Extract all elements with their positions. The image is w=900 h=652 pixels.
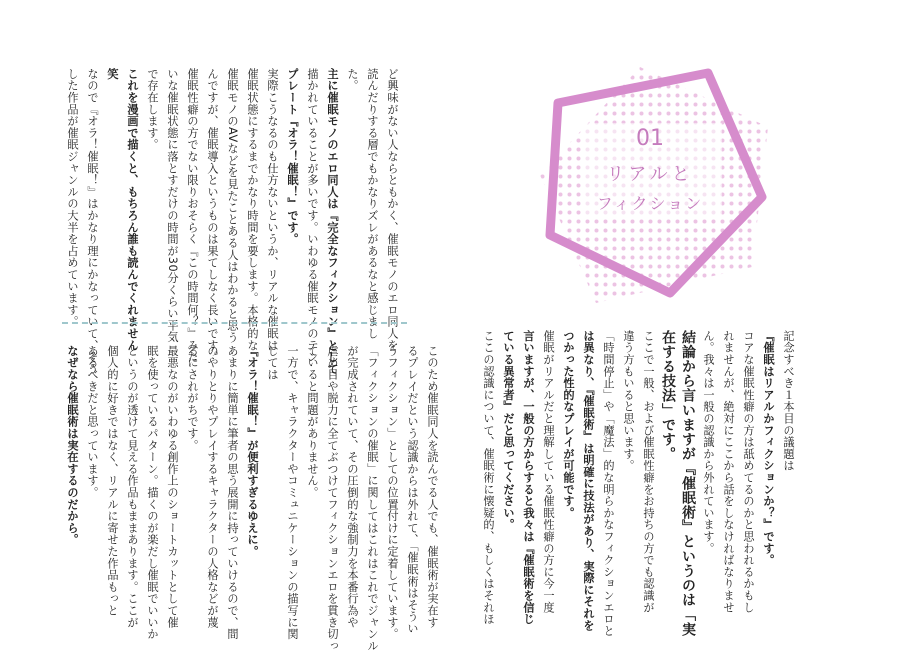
text-line: 笑 bbox=[106, 68, 119, 80]
text-line: 読んだりする層でもかなりズレがあるなと感じまし bbox=[366, 68, 379, 340]
text-line: 催眠性癖の方でない限りおそらく『この時間何？』みた bbox=[186, 68, 199, 363]
text-line: しては bbox=[266, 345, 279, 381]
text-line: 「フィクションの催眠」に関してはこれはこれでジャンル bbox=[366, 345, 379, 652]
section-divider bbox=[62, 322, 407, 324]
text-line: は異なり、『催眠術』は明確に技法があり、実際にそれを bbox=[582, 330, 595, 632]
text-line: が完成されていて、その圧倒的な強制力を本番行為や bbox=[346, 345, 359, 629]
text-line: 違う方もいると思います。 bbox=[622, 330, 635, 472]
text-line: 一方で、キャラクターやコミュニケーションの描写に関 bbox=[286, 345, 299, 640]
text-line: のやりとりやプレイするキャラクターの人格などが蔑 bbox=[206, 345, 219, 629]
text-line: いな催眠状態に落とすだけの時間が30分くらい平気 bbox=[166, 68, 179, 344]
text-line: 結論から言いますが『催眠術』というのは「実 bbox=[680, 330, 696, 637]
text-line: コアな催眠性癖の方は舐めてるのかと思われるかもし bbox=[742, 330, 755, 614]
text-line: なぜなら催眠術は実在するのだから。 bbox=[66, 345, 79, 546]
chapter-heading-graphic bbox=[520, 55, 780, 315]
text-line: で存在します。 bbox=[146, 68, 159, 151]
text-line: うフィクション」としての位置付けに定着しています。 bbox=[386, 345, 399, 640]
text-line: ここの認識について、催眠術に懐疑的、もしくはそれほ bbox=[482, 330, 495, 625]
text-line: ていると問題がありません。 bbox=[306, 345, 319, 499]
text-line: 催眠がリアルだと理解している催眠性癖の方に今一度 bbox=[542, 330, 555, 614]
chapter-number: 01 bbox=[636, 126, 664, 151]
text-line: 実際こうなるのも仕方ないというか、リアルな催眠は bbox=[266, 68, 279, 352]
text-line: 虐め目や脱力に全てぶつけてフィクションエロを貫き切っ bbox=[326, 345, 339, 652]
text-line: 『オラ！催眠！』が便利すぎるゆえに。 bbox=[246, 345, 259, 558]
text-line: 「時間停止」や「魔法」的な明らかなフィクションエロと bbox=[602, 330, 615, 637]
text-line: 個人的に好きではなく、リアルに寄せた作品もっと bbox=[106, 345, 119, 617]
text-block-lower-left bbox=[62, 345, 442, 652]
text-line: れませんが、絶対にここから話をしなければなりませ bbox=[722, 330, 735, 614]
text-line: というのが透けて見える作品もままあります。ここが bbox=[126, 345, 139, 629]
text-line: あるべきだと思っています。 bbox=[86, 345, 99, 499]
text-line: ている異常者』だと思ってください。 bbox=[502, 330, 515, 531]
text-line: 記念すべき１本目の議題は bbox=[782, 330, 795, 472]
text-line: ここで一般、および催眠性癖をお持ちの方でも認識が bbox=[642, 330, 655, 614]
text-line: ん。我々は一般の認識から外れています。 bbox=[702, 330, 715, 555]
text-line: 最悪なのがいわゆる創作上のショートカットとして催 bbox=[166, 345, 179, 629]
chapter-title-line1: リアルと bbox=[606, 164, 694, 185]
text-block-right bbox=[478, 330, 798, 637]
text-line: ど興味がない人ならともかく、催眠モノのエロ同人を bbox=[386, 68, 399, 352]
chapter-title-line2: フィクション bbox=[596, 194, 704, 213]
text-line: 『催眠はリアルかフィクションか？』です。 bbox=[762, 330, 775, 566]
text-line: このため催眠同人を読んでる人でも、催眠術が実在す bbox=[426, 345, 439, 629]
text-line: 言いますが、一般の方からすると我々は『催眠術を信じ bbox=[522, 330, 535, 625]
text-line: 在する技法」です。 bbox=[660, 330, 676, 462]
text-line: 催眠モノのAVなどを見たことある人はわかると思う bbox=[226, 68, 239, 344]
text-line: た。 bbox=[346, 68, 359, 92]
text-line: 描かれていることが多いです。いわゆる催眠モノのテン bbox=[306, 68, 319, 363]
text-line: これを漫画で描くと、もちろん誰も読んでくれません bbox=[126, 68, 139, 352]
text-line: プレート『オラ！催眠！』です。 bbox=[286, 68, 299, 245]
text-line: つかった性的なプレイが可能です。 bbox=[562, 330, 575, 519]
text-line: 眠を使っているパターン。描くのが楽だし催眠でいいか bbox=[146, 345, 159, 640]
text-line: んですが、催眠導入というものは果てしなく長いです。 bbox=[206, 68, 219, 363]
text-line: した作品が催眠ジャンルの大半を占めています。 bbox=[66, 68, 79, 328]
text-line: なので『オラ！催眠！』はかなり理にかなっていて、そう bbox=[86, 68, 99, 375]
text-line: るプレイだという認識からは外れて、「催眠術はそうい bbox=[406, 345, 419, 635]
text-line: ろにされがちです。 bbox=[186, 345, 199, 452]
text-line: 主に催眠モノのエロ同人は『完全なフィクション』として bbox=[326, 68, 339, 375]
text-line: 催眠状態にするまでかなり時間を要します。本格的な bbox=[246, 68, 259, 352]
text-line: あまりに簡単に筆者の思う展開に持っていけるので、間 bbox=[226, 345, 239, 640]
